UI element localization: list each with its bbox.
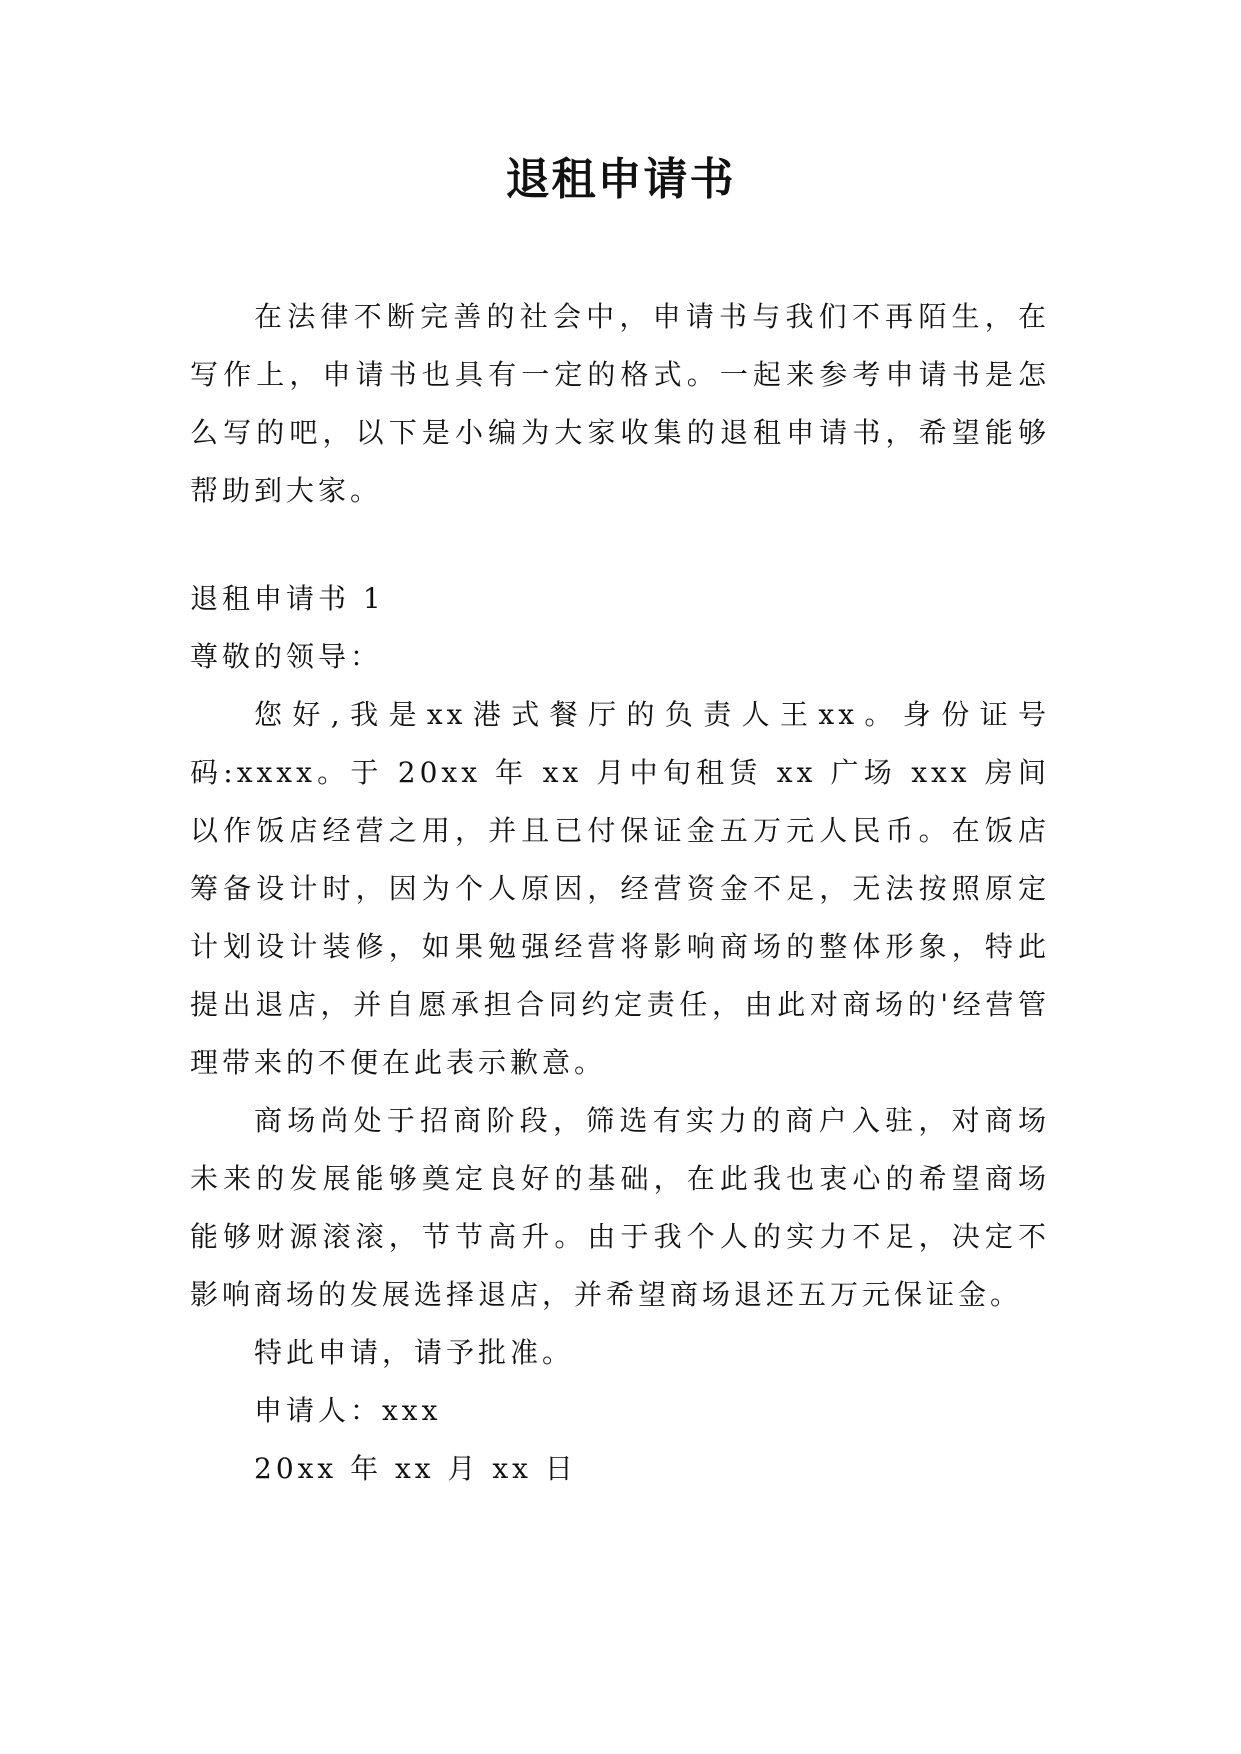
body-paragraph-1: 您好,我是xx港式餐厅的负责人王xx。身份证号码:xxxx。于 20xx 年 xx 月中旬租赁 xx 广场 xxx 房间以作饭店经营之用，并且已付保证金五万元人民币。在饭店筹备设计时，因为个人原因，经营资金不足，无法按照原定计划设计装修，如果勉强经营将影响商场的整体形象，特此提出退店，并自愿承担合同约定责任，由此对商场的'经营管理带来的不便在此表示歉意。 — [190, 698, 1050, 1079]
section-spacer — [190, 520, 1050, 570]
body-paragraph-2: 商场尚处于招商阶段，筛选有实力的商户入驻，对商场未来的发展能够奠定良好的基础，在此我也衷心的希望商场能够财源滚滚，节节高升。由于我个人的实力不足，决定不影响商场的发展选择退店，并希望商场退还五万元保证金。 — [190, 1104, 1050, 1311]
applicant-line: 申请人：xxx — [254, 1394, 442, 1427]
intro-paragraph: 在法律不断完善的社会中，申请书与我们不再陌生，在写作上，申请书也具有一定的格式。一起来参考申请书是怎么写的吧，以下是小编为大家收集的退租申请书，希望能够帮助到大家。 — [190, 300, 1050, 507]
closing-line: 特此申请，请予批准。 — [254, 1336, 575, 1369]
section-title: 退租申请书 1 — [190, 582, 385, 615]
document-title: 退租申请书 — [505, 154, 736, 205]
date-line: 20xx 年 xx 月 xx 日 — [254, 1452, 577, 1485]
document-body — [190, 288, 1050, 1498]
salutation: 尊敬的领导： — [190, 640, 383, 673]
